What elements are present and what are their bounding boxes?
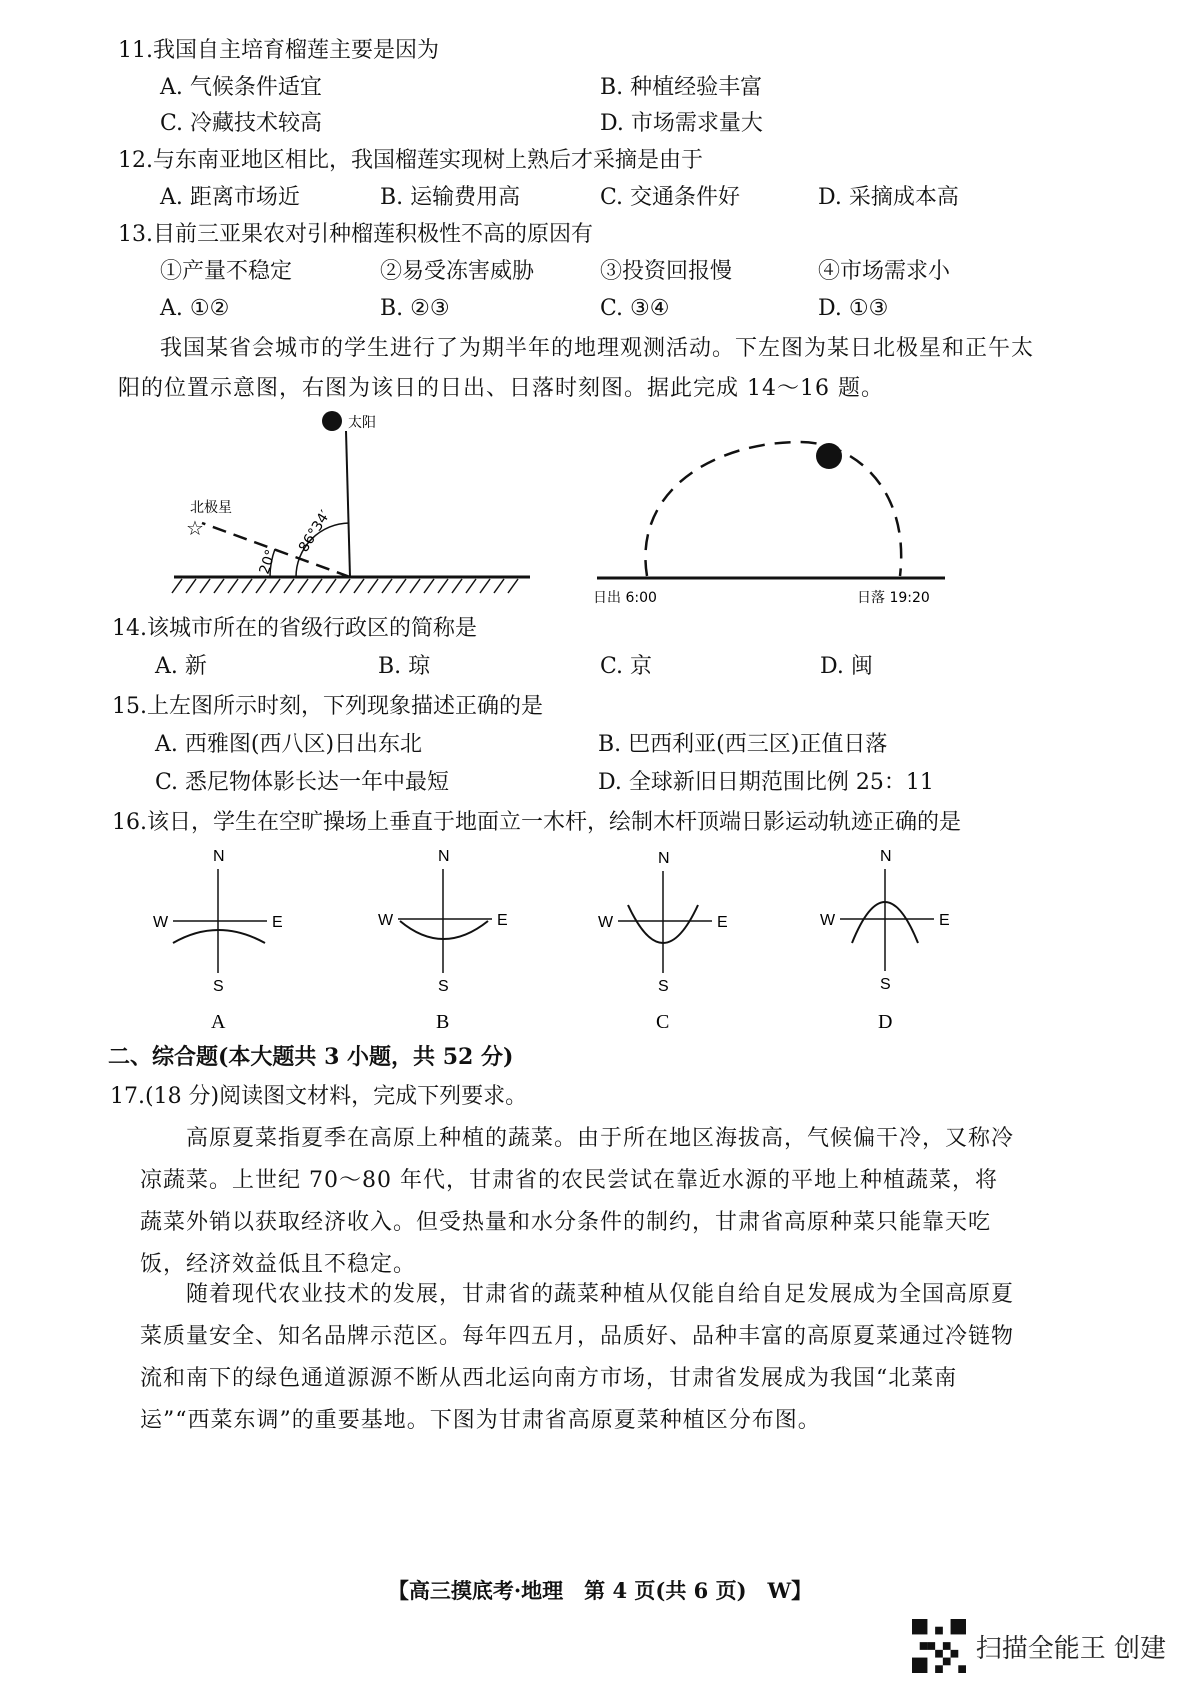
east-label: E <box>939 912 950 929</box>
q11-stem: 11.我国自主培育榴莲主要是因为 <box>118 38 439 63</box>
ground-hatching <box>172 579 518 593</box>
option-label-d: D <box>878 1011 893 1033</box>
section-2-title: 二、综合题(本大题共 3 小题，共 52 分) <box>108 1044 514 1070</box>
q13-option-a: A. ①② <box>160 296 230 321</box>
q13-option-c: C. ③④ <box>600 296 670 321</box>
q15-option-a: A. 西雅图(西八区)日出东北 <box>155 732 423 757</box>
south-label: S <box>438 978 449 995</box>
qr-code-icon <box>912 1619 966 1673</box>
q12-option-a: A. 距离市场近 <box>160 185 300 210</box>
q14-option-c: C. 京 <box>600 654 653 679</box>
scanner-watermark <box>912 1619 1166 1673</box>
south-label: S <box>658 978 669 995</box>
sun-icon <box>816 443 842 469</box>
q16-diagram-a <box>145 845 295 1040</box>
q15-stem: 15.上左图所示时刻，下列现象描述正确的是 <box>112 694 543 719</box>
east-label: E <box>497 912 508 929</box>
sun-label: 太阳 <box>348 415 376 431</box>
q13-statement-1: ①产量不稳定 <box>160 259 293 284</box>
q11-option-c: C. 冷藏技术较高 <box>160 111 323 136</box>
option-label-c: C <box>656 1011 670 1033</box>
intro-line-2: 阳的位置示意图，右图为该日的日出、日落时刻图。据此完成 14～16 题。 <box>118 376 884 401</box>
east-label: E <box>272 914 283 931</box>
west-label: W <box>598 914 614 931</box>
q13-option-d: D. ①③ <box>818 296 889 321</box>
east-label: E <box>717 914 728 931</box>
q11-option-d: D. 市场需求量大 <box>600 111 763 136</box>
q13-stem: 13.目前三亚果农对引种榴莲积极性不高的原因有 <box>118 222 593 247</box>
q14-option-d: D. 闽 <box>820 654 873 679</box>
q15-option-b: B. 巴西利亚(西三区)正值日落 <box>598 732 888 757</box>
q11-option-a: A. 气候条件适宜 <box>160 75 322 100</box>
q17-paragraph-2: 随着现代农业技术的发展，甘肃省的蔬菜种植从仅能自给自足发展成为全国高原夏菜质量安全、知名品牌示范区。每年四五月，品质好、品种丰富的高原夏菜通过冷链物流和南下的绿色通道源源不断从西北运向南方市场，甘肃省发展成为我国“北菜南运”“西菜东调”的重要基地。下图为甘肃省高原夏菜种植区分布图。 <box>140 1282 1015 1433</box>
west-label: W <box>820 912 836 929</box>
polaris-sun-diagram <box>160 405 540 605</box>
q14-option-a: A. 新 <box>155 654 207 679</box>
west-label: W <box>153 914 169 931</box>
q13-statement-3: ③投资回报慢 <box>600 259 733 284</box>
q14-stem: 14.该城市所在的省级行政区的简称是 <box>112 616 477 641</box>
polaris-label: 北极星 <box>190 500 232 516</box>
polaris-line <box>202 523 350 577</box>
q17-paragraph-1: 高原夏菜指夏季在高原上种植的蔬菜。由于所在地区海拔高，气候偏干冷，又称冷凉蔬菜。上世纪 70～80 年代，甘肃省的农民尝试在靠近水源的平地上种植蔬菜，将蔬菜外销以获取经济收入。但受热量和水分条件的制约，甘肃省高原种菜只能靠天吃饭，经济效益低且不稳定。 <box>140 1126 1015 1277</box>
south-label: S <box>213 978 224 995</box>
option-label-a: A <box>211 1011 226 1033</box>
west-label: W <box>378 912 394 929</box>
intro-line-1: 我国某省会城市的学生进行了为期半年的地理观测活动。下左图为某日北极星和正午太 <box>160 336 1035 361</box>
q16-diagram-c <box>590 845 740 1040</box>
q12-stem: 12.与东南亚地区相比，我国榴莲实现树上熟后才采摘是由于 <box>118 148 703 173</box>
north-label: N <box>658 850 670 867</box>
sun-ray-line <box>346 431 350 577</box>
north-label: N <box>438 848 450 865</box>
polaris-star-icon: ☆ <box>186 516 204 540</box>
shadow-trajectory <box>173 930 265 943</box>
q16-diagram-b <box>370 845 520 1040</box>
sunrise-label: 日出 6:00 <box>593 590 657 606</box>
sunset-label: 日落 19:20 <box>857 590 930 606</box>
q12-option-d: D. 采摘成本高 <box>818 185 959 210</box>
q11-option-b: B. 种植经验丰富 <box>600 75 763 100</box>
page-footer: 【高三摸底考·地理 第 4 页(共 6 页) W】 <box>387 1578 813 1603</box>
q13-statement-4: ④市场需求小 <box>818 259 951 284</box>
q15-option-c: C. 悉尼物体影长达一年中最短 <box>155 770 450 795</box>
sun-icon <box>322 411 342 431</box>
option-label-b: B <box>436 1011 450 1033</box>
north-label: N <box>880 848 892 865</box>
q14-option-b: B. 琼 <box>378 654 431 679</box>
sun-angle-label: 86°34′ <box>295 507 334 556</box>
q12-option-b: B. 运输费用高 <box>380 185 521 210</box>
north-label: N <box>213 848 225 865</box>
q16-stem: 16.该日，学生在空旷操场上垂直于地面立一木杆，绘制木杆顶端日影运动轨迹正确的是 <box>112 810 961 835</box>
sun-path-arc <box>645 442 901 576</box>
q12-option-c: C. 交通条件好 <box>600 185 741 210</box>
q15-option-d: D. 全球新旧日期范围比例 25：11 <box>598 770 934 795</box>
polaris-angle-label: 20° <box>256 547 280 577</box>
sunrise-sunset-diagram <box>585 430 965 610</box>
shadow-trajectory <box>400 921 488 939</box>
q17-stem: 17.(18 分)阅读图文材料，完成下列要求。 <box>110 1084 528 1109</box>
q13-statement-2: ②易受冻害威胁 <box>380 259 535 284</box>
south-label: S <box>880 976 891 993</box>
q13-option-b: B. ②③ <box>380 296 450 321</box>
q16-diagram-d <box>812 845 962 1040</box>
scanner-badge-text: 扫描全能王 创建 <box>975 1633 1166 1664</box>
